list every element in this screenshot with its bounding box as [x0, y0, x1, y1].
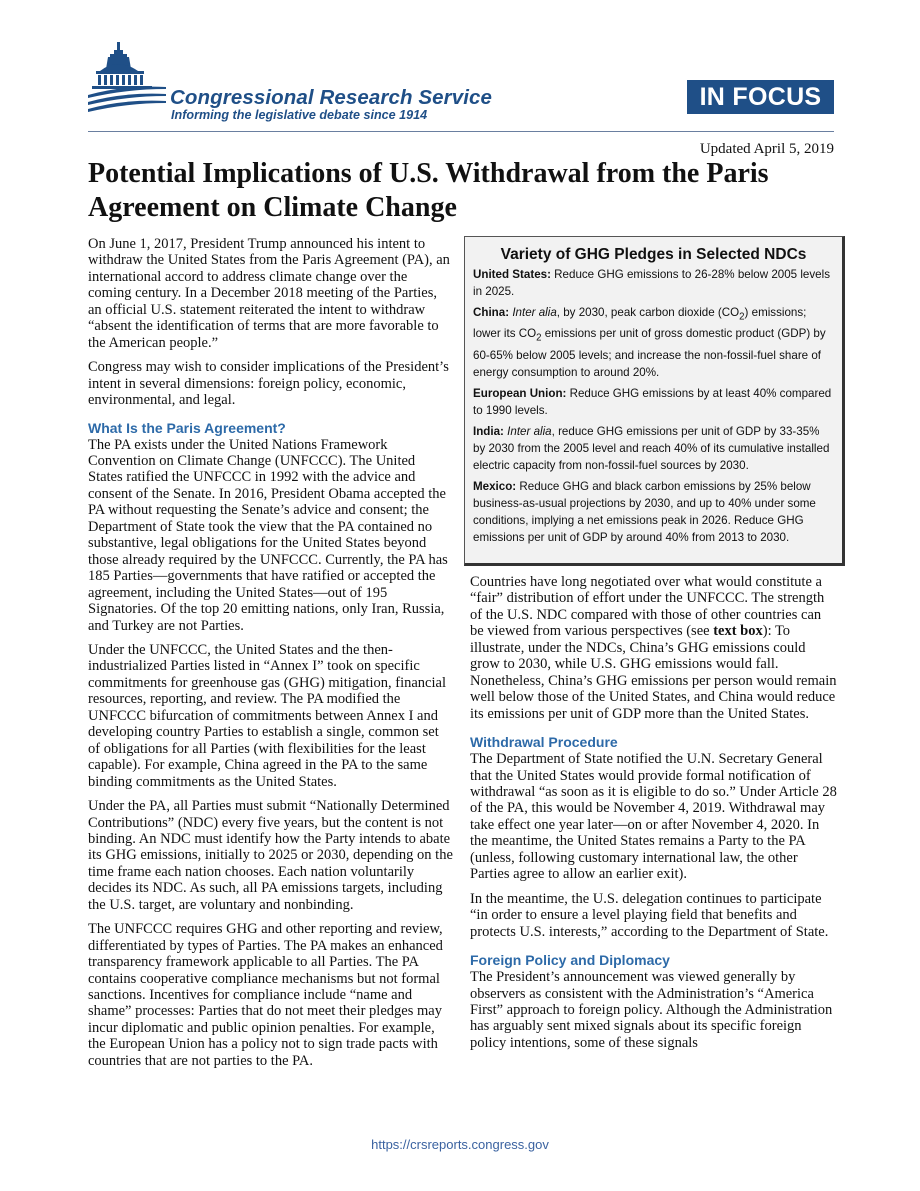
what-paragraph-4: The UNFCCC requires GHG and other reporting and review, differentiated by types of Parties. The PA makes an enhanced transparency framework applicable to all Parties. The PA contains cooperative compliance mechanisms but not formal sanctions. Incentives for compliance include “name and shame” processes: Parties that do not meet their pledges may incur diplomatic and public opinion penalties. For example, the European Union has a policy not to sign trade pacts with countries that are not parties to the PA. [88, 921, 443, 1069]
pledge-china [473, 304, 834, 381]
pledge-label: India: [473, 424, 504, 438]
intro-paragraph-2: Congress may wish to consider implications of the President’s intent in several dimensions: foreign policy, economic, environmental, and legal. [88, 359, 449, 409]
org-tagline: Informing the legislative debate since 1914 [171, 108, 428, 122]
pledge-text: Reduce GHG emissions to 26-28% below 2005 levels in 2025. [473, 268, 830, 298]
withdrawal-paragraph-1: The Department of State notified the U.N. Secretary General that the United States would provide formal notification of withdrawal “as soon as it is eligible to do so.” Under Article 28 of the PA, this would be November 4, 2019. Withdrawal may take effect one year later—on or after November 4, 2020. In the meantime, the United States remains a Party to the PA (unless, following customary international law, the other Parties agree to allow an earlier exit). [470, 751, 837, 883]
header-divider [88, 131, 834, 132]
pledge-label: Mexico: [473, 479, 517, 493]
pledge-text: ) emissions; lower its CO [473, 306, 807, 341]
what-paragraph-2: Under the UNFCCC, the United States and the then-industrialized Parties listed in “Annex I” took on specific commitments for greenhouse gas (GHG) mitigation, financial resources, reporting, and review. The PA modified the UNFCCC bifurcation of commitments between Annex I and developing country Parties to establish a single, common set of obligations for all Parties (with flexibilities for the least capable). For example, China agreed in the PA to the same binding commitments as the United States. [88, 641, 446, 790]
pledge-italic: Inter alia [507, 424, 552, 438]
what-paragraph-1: The PA exists under the United Nations Framework Convention on Climate Change (UNFCCC). The United States ratified the UNFCCC in 1992 with the advice and consent of the Senate. In 2016, President Obama accepted the PA without requesting the Senate’s advice and consent; the Department of State took the view that the PA contained no substantive, legal obligations for the United States beyond those already required by the UNFCCC. Currently, the PA has 185 Parties—governments that have ratified or accepted the agreement, including the United States—out of 195 Signatories. Of the top 20 emitting nations, only Iran, Russia, and Turkey are not Parties. [88, 436, 448, 634]
org-name: Congressional Research Service [170, 86, 493, 109]
text-box-reference: text box [713, 623, 763, 640]
textbox-heading: Variety of GHG Pledges in Selected NDCs [500, 246, 807, 263]
paragraph-text: ): To illustrate, under the NDCs, China’s GHG emissions could grow to 2030, while U.S. GHG emissions would fall. Nonetheless, China’s GHG emissions per person would remain well below those of the United States, and China would reduce its emissions per unit of GDP more than the United States. [470, 623, 837, 722]
intro-paragraph-1: On June 1, 2017, President Trump announced his intent to withdraw the United States from the Paris Agreement (PA), an international accord to address climate change over the coming century. In a December 2018 meeting of the Parties, an official U.S. statement reiterated the intent to withdraw “absent the identification of terms that are more favorable to the American people.” [88, 236, 450, 351]
pledge-label: China: [473, 306, 510, 319]
page-title: Potential Implications of U.S. Withdrawal from the Paris Agreement on Climate Change [88, 158, 769, 223]
pledge-mexico [473, 478, 834, 546]
ndc-pledges-textbox [464, 236, 845, 566]
right-column [470, 574, 838, 1059]
withdrawal-paragraph-2: In the meantime, the U.S. delegation continues to participate “in order to ensure a level playing field that benefits and protects U.S. interests,” according to the Department of State. [470, 890, 829, 940]
capitol-dome-icon [88, 40, 168, 130]
pledge-text: Reduce GHG and black carbon emissions by 25% below business-as-usual projections by 2030, and up to 40% under some conditions, implying a net emissions peak in 2026. Reduce GHG emissions per unit of GDP by around 40% from 2013 to 2030. [473, 479, 816, 544]
pledge-text: Reduce GHG emissions by at least 40% compared to 1990 levels. [473, 386, 832, 417]
pledge-label: European Union: [473, 386, 567, 400]
in-focus-badge: IN FOCUS [687, 80, 834, 114]
pledge-label: United States: [473, 268, 551, 281]
pledge-italic: Inter alia [512, 306, 557, 319]
subscript: 2 [536, 332, 542, 344]
updated-date: Updated April 5, 2019 [699, 141, 834, 157]
section-heading-withdrawal: Withdrawal Procedure [470, 734, 618, 751]
foreign-policy-paragraph-1: The President’s announcement was viewed generally by observers as consistent with the Administration’s “America First” approach to foreign policy. Although the Administration has arguably sent mixed signals about its specific foreign policy intentions, some of these signals [470, 969, 833, 1051]
pledge-european-union [473, 385, 834, 419]
pledge-united-states [473, 266, 834, 300]
paragraph-text: Countries have long negotiated over what would constitute a “fair” distribution of effort under the UNFCCC. The strength of the U.S. NDC compared with those of other countries can be viewed from various perspectives (see [470, 574, 825, 640]
pledge-india [473, 423, 834, 474]
footer-url-link[interactable]: https://crsreports.congress.gov [371, 1137, 549, 1152]
pledge-text: , by 2030, peak carbon dioxide (CO [556, 306, 740, 319]
pledge-text: , reduce GHG emissions per unit of GDP by 33-35% by 2030 from the 2005 level and reach 40% of its cumulative installed electric capacity from non-fossil-fuel sources by 2030. [473, 424, 830, 472]
what-paragraph-3: Under the PA, all Parties must submit “Nationally Determined Contributions” (NDC) every five years, but the content is not binding. An NDC must identify how the Party intends to abate its GHG emissions, initially to 2025 or 2030, depending on the time frame each nation chooses. Each nation voluntarily decides its NDC. As such, all PA emissions targets, including the U.S. target, are voluntary and nonbinding. [88, 798, 453, 913]
left-column [88, 236, 453, 1077]
section-heading-foreign-policy: Foreign Policy and Diplomacy [470, 952, 670, 969]
pledge-text: emissions per unit of gross domestic product (GDP) by 60-65% below 2005 levels; and increase the non-fossil-fuel share of energy consumption to around 20%. [473, 327, 826, 379]
section-heading-what-is-pa: What Is the Paris Agreement? [88, 419, 286, 436]
fair-distribution-paragraph [470, 574, 838, 722]
subscript: 2 [739, 311, 745, 323]
